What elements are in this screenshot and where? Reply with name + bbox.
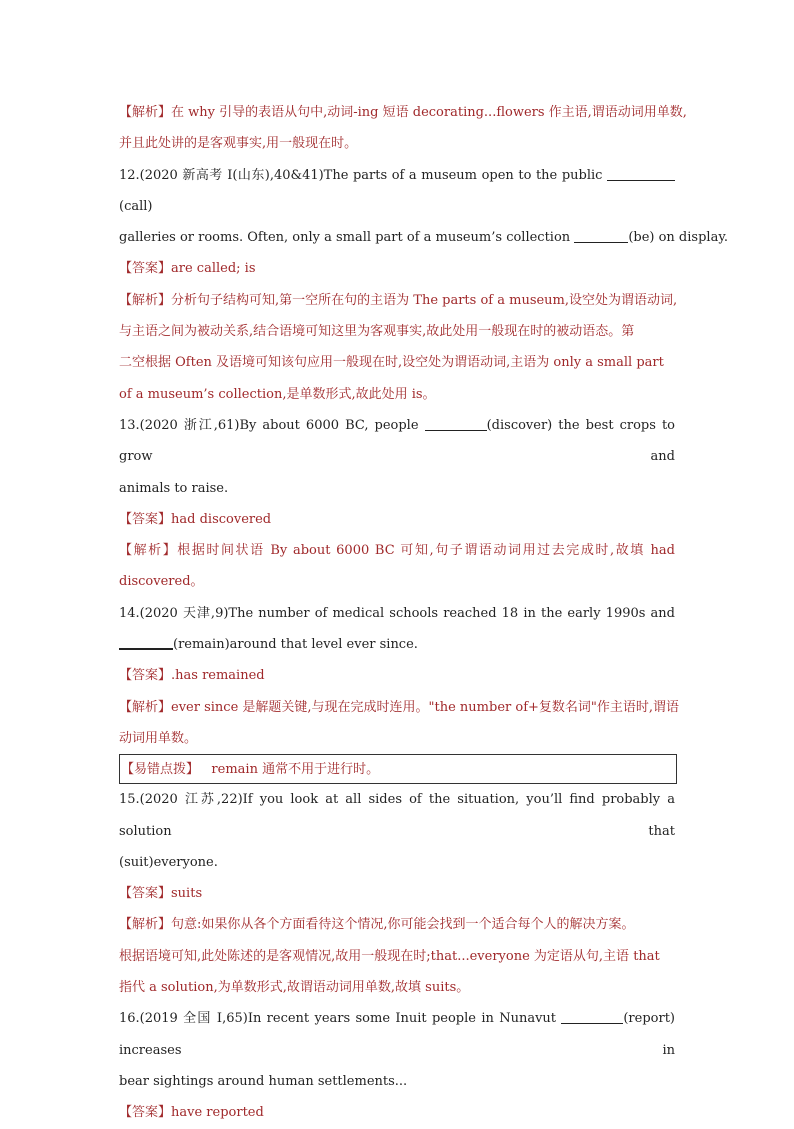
q11-analysis-line2: 并且此处讲的是客观事实,用一般现在时。	[119, 136, 358, 152]
q13-analysis-line1: 【解析】根据时间状语 By about 6000 BC 可知,句子谓语动词用过去完成时,故填 had	[119, 543, 675, 559]
q14-analysis-line2: 动词用单数。	[119, 730, 198, 746]
q14-stem-line2: (remain)around that level ever since.	[119, 629, 675, 660]
q15-answer: 【答案】suits	[119, 886, 203, 902]
q12-analysis-line4: of a museum’s collection,是单数形式,故此处用 is。	[119, 386, 436, 402]
error-tip-box	[119, 754, 677, 784]
analysis-tag: 【解析】	[119, 105, 172, 120]
q15-analysis-line2: 根据语境可知,此处陈述的是客观情况,故用一般现在时;that...everyone 为定语从句,主语 that	[119, 948, 660, 964]
q12-answer: 【答案】are called; is	[119, 261, 256, 277]
q13-stem-line2: animals to raise.	[119, 480, 229, 496]
q12-analysis-line3: 二空根据 Often 及语境可知该句应用一般现在时,设空处为谓语动词,主语为 only a small part	[119, 355, 664, 371]
tip-text: remain 通常不用于进行时。	[211, 762, 380, 778]
q16-answer: 【答案】have reported	[119, 1105, 264, 1121]
q13-answer: 【答案】had discovered	[119, 511, 272, 527]
q14-stem-line1: 14.(2020 天津,9)The number of medical schools reached 18 in the early 1990s and	[119, 605, 675, 621]
q12-analysis-line2: 与主语之间为被动关系,结合语境可知这里为客观事实,故此处用一般现在时的被动语态。第	[119, 324, 635, 340]
answer-blank[interactable]	[561, 1009, 623, 1024]
q15-analysis-line1: 【解析】句意:如果你从各个方面看待这个情况,你可能会找到一个适合每个人的解决方案。	[119, 917, 635, 933]
q15-stem-line1: 15.(2020 江苏,22)If you look at all sides of the situation, you’ll find probably a solution that	[119, 792, 675, 839]
q15-analysis-line3: 指代 a solution,为单数形式,故谓语动词用单数,故填 suits。	[119, 980, 470, 996]
q13-analysis-line2: discovered。	[119, 574, 204, 590]
q12-stem-line2: galleries or rooms. Often, only a small part of a museum’s collection (be) on display.	[119, 230, 729, 246]
tip-tag: 【易错点拨】	[121, 762, 200, 778]
answer-blank[interactable]	[119, 634, 173, 650]
document-body	[119, 97, 729, 1129]
q16-stem-line2: bear sightings around human settlements...	[119, 1073, 408, 1089]
q14-analysis-line1: 【解析】ever since 是解题关键,与现在完成时连用。"the number of+复数名词"作主语时,谓语	[119, 699, 680, 715]
q13-stem-line1: 13.(2020 浙江,61)By about 6000 BC, people (discover) the best crops to grow and	[119, 417, 675, 465]
q12-analysis-line1: 【解析】分析句子结构可知,第一空所在句的主语为 The parts of a museum,设空处为谓语动词,	[119, 292, 678, 308]
q16-stem-line1: 16.(2019 全国 I,65)In recent years some Inuit people in Nunavut (report) increases in	[119, 1011, 675, 1058]
q11-analysis-line1: 【解析】在 why 引导的表语从句中,动词-ing 短语 decorating...flowers 作主语,谓语动词用单数,	[119, 105, 687, 120]
answer-blank[interactable]	[425, 416, 487, 431]
q14-answer: 【答案】.has remained	[119, 668, 265, 684]
q15-stem-line2: (suit)everyone.	[119, 854, 218, 870]
answer-blank[interactable]	[607, 166, 675, 181]
answer-blank[interactable]	[574, 228, 628, 243]
q12-stem-line1: 12.(2020 新高考 I(山东),40&41)The parts of a museum open to the public (call)	[119, 160, 675, 223]
